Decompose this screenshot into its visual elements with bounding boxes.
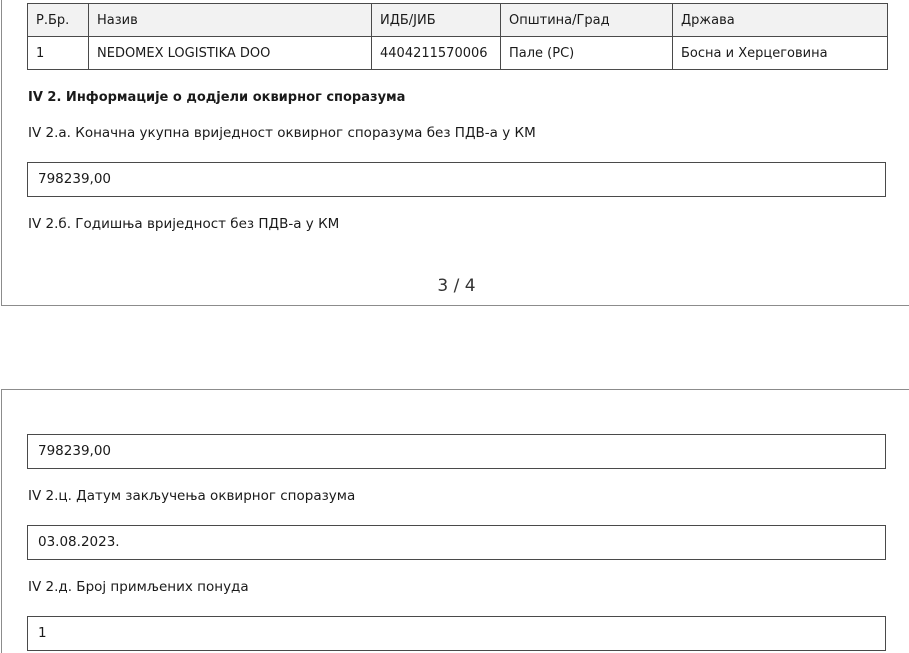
column-header-municipality: Општина/Град [501, 4, 673, 37]
document-page-3 [1, 0, 909, 306]
offers-count-label: IV 2.д. Број примљених понуда [28, 579, 249, 595]
contractors-table [27, 3, 888, 70]
final-value-label: IV 2.а. Коначна укупна вриједност оквирног споразума без ПДВ-а у КМ [28, 125, 536, 141]
conclusion-date-label: IV 2.ц. Датум закључења оквирног споразума [28, 488, 356, 504]
conclusion-date-field: 03.08.2023. [27, 525, 886, 560]
page-indicator: 3 / 4 [437, 276, 476, 296]
final-value-field: 798239,00 [27, 162, 886, 197]
cell-id: 4404211570006 [372, 37, 501, 70]
offers-count-field: 1 [27, 616, 886, 651]
column-header-name: Назив [89, 4, 372, 37]
column-header-country: Држава [673, 4, 888, 37]
annual-value-field: 798239,00 [27, 434, 886, 469]
table-header-row [28, 4, 888, 37]
cell-municipality: Пале (РС) [501, 37, 673, 70]
annual-value-label: IV 2.б. Годишња вриједност без ПДВ-а у КМ [28, 216, 340, 232]
column-header-number: Р.Бр. [28, 4, 89, 37]
cell-country: Босна и Херцеговина [673, 37, 888, 70]
column-header-id: ИДБ/ЈИБ [372, 4, 501, 37]
cell-number: 1 [28, 37, 89, 70]
table-row [28, 37, 888, 70]
section-heading: IV 2. Информације о додјели оквирног споразума [28, 90, 406, 105]
cell-name: NEDOMEX LOGISTIKA DOO [89, 37, 372, 70]
document-page-4 [1, 389, 909, 653]
